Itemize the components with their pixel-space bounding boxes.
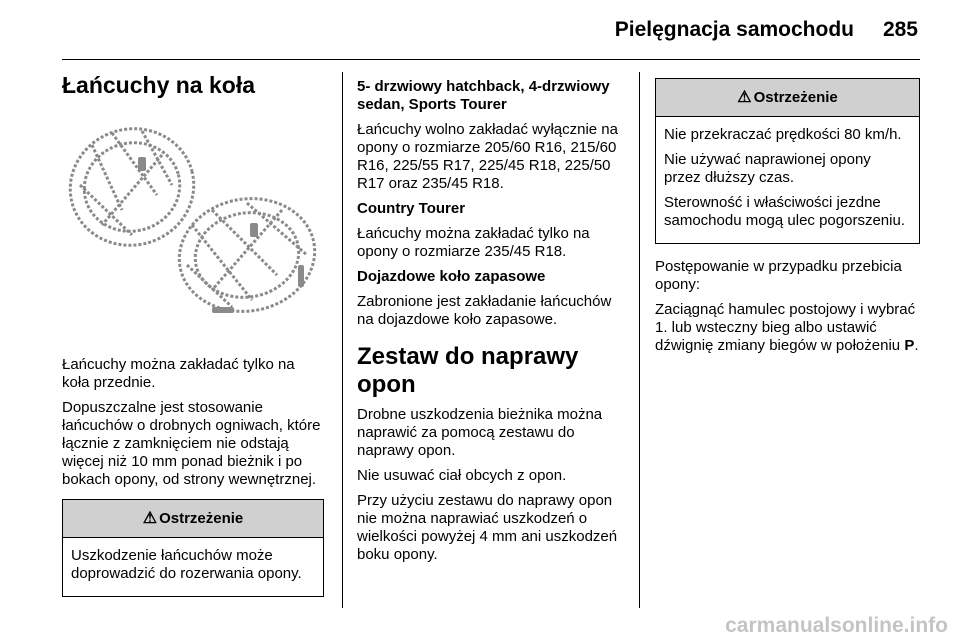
column-3 xyxy=(655,78,920,362)
column-2 xyxy=(357,78,623,571)
warning-title: Ostrzeżenie xyxy=(159,510,244,527)
warning-body xyxy=(63,538,323,596)
warning-box xyxy=(655,78,920,244)
warning-box xyxy=(62,499,324,597)
paragraph-text: Zaciągnąć hamulec postojowy i wybrać 1. lub wsteczny bieg albo ustawić dźwignię zmiany biegów w położeniu xyxy=(655,301,916,354)
paragraph: Zabronione jest zakładanie łańcuchów na dojazdowe koło zapasowe. xyxy=(357,293,612,328)
warning-text: Nie przekraczać prędkości 80 km/h. xyxy=(664,126,902,143)
warning-triangle-icon: ⚠ xyxy=(142,510,158,527)
paragraph: Postępowanie w przypadku przebicia opony: xyxy=(655,258,902,293)
warning-title: Ostrzeżenie xyxy=(753,89,838,106)
column-divider xyxy=(342,72,343,608)
warning-text: Sterowność i właściwości jezdne samochodu mogą ulec pogorszeniu. xyxy=(664,194,905,229)
paragraph: Nie usuwać ciał obcych z opon. xyxy=(357,467,567,484)
column-1 xyxy=(62,72,324,605)
paragraph: Przy użyciu zestawu do naprawy opon nie można naprawiać uszkodzeń o wielkości powyżej 4 mm ani uszkodzeń boku opony. xyxy=(357,492,618,563)
column-divider xyxy=(639,72,640,608)
section-title: Łańcuchy na koła xyxy=(62,72,256,98)
subheading: Dojazdowe koło zapasowe xyxy=(357,268,546,285)
header-divider xyxy=(62,59,920,60)
warning-body xyxy=(656,117,919,243)
subheading: Country Tourer xyxy=(357,200,466,217)
warning-header xyxy=(656,79,919,117)
warning-triangle-icon: ⚠ xyxy=(737,89,752,106)
paragraph: Łańcuchy można zakładać tylko na koła przednie. xyxy=(62,356,295,391)
watermark: carmanualsonline.info xyxy=(725,614,948,637)
tire-chains-illustration xyxy=(62,115,324,327)
warning-header xyxy=(63,500,323,538)
paragraph: Łańcuchy wolno zakładać wyłącznie na opony o rozmiarze 205/60 R16, 215/60 R16, 225/55 R17, 225/45 R18, 225/50 R17 oraz 235/45 R18. xyxy=(357,121,618,192)
paragraph xyxy=(655,301,920,355)
paragraph: Dopuszczalne jest stosowanie łańcuchów o drobnych ogniwach, które łącznie z zamknięciem nie odstają więcej niż 10 mm ponad bieżnik i po bokach opony, od strony wewnętrznej. xyxy=(62,399,321,488)
warning-text: Uszkodzenie łańcuchów może doprowadzić do rozerwania opony. xyxy=(71,547,302,582)
warning-text: Nie używać naprawionej opony przez dłuższy czas. xyxy=(664,151,871,186)
gear-position-p: P xyxy=(904,337,915,354)
paragraph: Drobne uszkodzenia bieżnika można naprawić za pomocą zestawu do naprawy opon. xyxy=(357,406,603,459)
page-number: 285 xyxy=(882,18,918,41)
page-header xyxy=(0,0,960,62)
chapter-title: Pielęgnacja samochodu xyxy=(614,18,854,41)
section-title: Zestaw do naprawy opon xyxy=(357,343,579,398)
paragraph: Łańcuchy można zakładać tylko na opony o rozmiarze 235/45 R18. xyxy=(357,225,590,260)
paragraph-text: . xyxy=(914,337,919,354)
subheading: 5- drzwiowy hatchback, 4-drzwiowy sedan, Sports Tourer xyxy=(357,78,610,113)
